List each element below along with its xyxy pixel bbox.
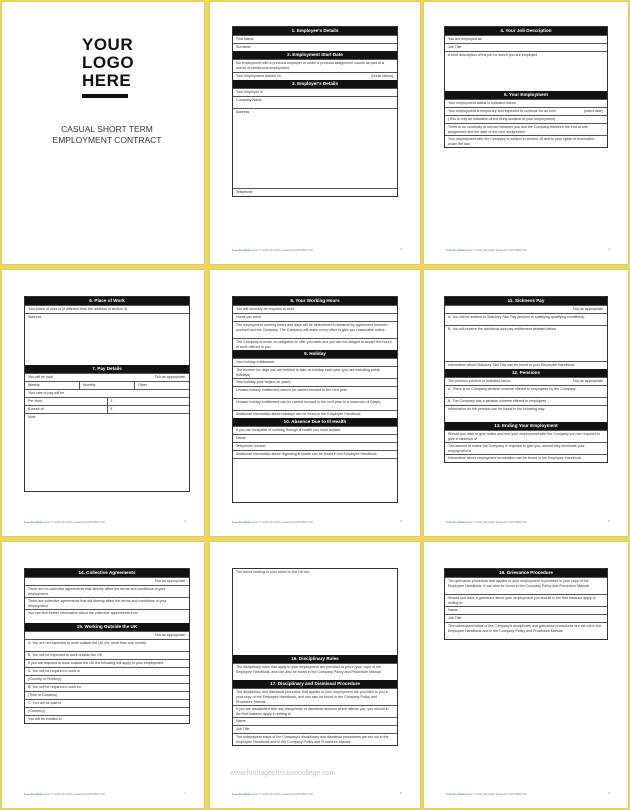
tick-note: Tick as appropriate — [25, 577, 189, 585]
job-title-field[interactable]: Job Title — [233, 725, 397, 733]
start-text: No employment with a previous employer or under a previous assignment counts as part of a period of continuous employment. — [233, 59, 397, 72]
note-field[interactable]: Note — [25, 413, 189, 491]
section15-text: Your employment with the Company is subject to section 15 and to your rights of termination under the law. — [445, 135, 607, 147]
blank-area — [233, 458, 397, 502]
job-title-field[interactable]: Job Title — [445, 614, 607, 622]
logo-line: HERE — [82, 71, 132, 90]
company-name-field[interactable]: Company Name — [233, 96, 397, 108]
name-field[interactable]: Name — [445, 606, 607, 614]
procedure-text: The disciplinary and dismissal procedure that applies to your employment are provided to you in your copy of the Employee Handbook, and can also be found in the Company Policy and Procedure Manual — [233, 688, 397, 705]
employer-field[interactable]: Your employer is — [233, 88, 397, 96]
page-footer: FreeTemplates.com © 2011 All rights reserved (UK/2008.V.0) — [232, 520, 313, 524]
page-number: 5 — [400, 519, 402, 523]
page-footer: FreeTemplates.com © 2011 All rights reserved (UK/2008.V.0) — [24, 792, 105, 796]
holiday-days-field[interactable]: The number for days you are entitled to take as holiday each year (you are including public holidays) — [233, 366, 397, 378]
section-header: 15. Working Outside the UK — [25, 623, 189, 631]
start-date-field[interactable]: Your employment started on (break below) — [233, 72, 397, 80]
first-name-field[interactable]: First Name — [233, 35, 397, 43]
tick-note: Tick as appropriate — [25, 631, 189, 639]
watermark: www.heritagechristiancollege.com — [230, 770, 336, 777]
document-title: CASUAL SHORT TERM EMPLOYMENT CONTRACT — [52, 124, 162, 145]
further-info-field[interactable]: You can find further information about the collective agreements from — [25, 609, 189, 623]
page-footer: FreeTemplates.com © 2011 All rights reserved (UK/2008.V.0) — [232, 792, 313, 796]
per-hour-row[interactable]: Per Hour £ — [25, 397, 189, 405]
page-4 — [2, 270, 204, 536]
page-footer: FreeTemplates.com © 2011 All rights reserved (UK/2008.V.0) — [446, 248, 527, 252]
unused-holiday-option[interactable]: Unused holiday entitlement cannot be carried forward to the next year — [233, 386, 397, 398]
section-header: 4. Your Job Description — [445, 27, 607, 35]
holiday-year-field[interactable]: Your holiday year begins on (date) — [233, 378, 397, 386]
rate-of-pay-text: Your rate of pay will be — [25, 389, 189, 397]
collective-agreements-form — [24, 568, 190, 724]
currency-label: (Currency) — [25, 707, 189, 715]
required-work-field[interactable]: You will normally be required to work — [233, 305, 397, 313]
page-6 — [424, 270, 628, 536]
weekly-option[interactable]: Weekly — [25, 382, 80, 389]
page-number: 3 — [608, 247, 610, 251]
duration-note: (This is only an indication of the likely duration of your employment) — [445, 115, 607, 123]
pension-indicated-row: The pension scheme is indicated below Tick as appropriate — [445, 377, 607, 385]
entitled-field[interactable]: You will be entitled to — [25, 715, 189, 723]
no-pension-option[interactable]: A. There is no Company pension scheme offered to employees by the Company — [445, 385, 607, 397]
termination-info-text: Information about employment termination can be found in the Employee Handbook — [445, 454, 607, 462]
holiday-info-text: Additional information about holidays can be found in the Employee Handbook — [233, 410, 397, 418]
place-text: Your place of work is (if different from the address in section 3) — [25, 305, 189, 313]
page-footer: FreeTemplates.com © 2011 All rights reserved (UK/2008.V.0) — [232, 248, 313, 252]
page-number: 9 — [608, 791, 610, 795]
monthly-option[interactable]: Monthly — [80, 382, 135, 389]
pension-scheme-option[interactable]: B. The Company has a pension scheme offered to employees — [445, 397, 607, 405]
disciplinary-rules-text: The disciplinary rules that apply to your employment are provided to you in your copy of the Employee Handbook, and can also be found in the Company Policy and Procedure Manual — [233, 663, 397, 680]
agreement-option[interactable]: There are collective agreements that will directly affect the terms and conditions of your employment — [25, 597, 189, 609]
page-number: 2 — [400, 247, 402, 251]
job-description-form — [444, 26, 608, 148]
pension-info-field[interactable]: Information on the pension can be found in the following way — [445, 405, 607, 422]
job-brief-field[interactable]: A brief description of the job for which you are employed — [445, 51, 607, 91]
time-label: (Time or Duration) — [25, 691, 189, 699]
page-5 — [210, 270, 420, 536]
contact-telephone-field[interactable]: Telephone number — [233, 442, 397, 450]
paid-per-row: You will be paid Tick as appropriate — [25, 373, 189, 381]
place-of-work-form — [24, 296, 190, 492]
section-header: 11. Sickness Pay — [445, 297, 607, 305]
additional-sick-option[interactable]: B. You will receive the additional sick pay entitlement detailed below — [445, 325, 607, 361]
page-8 — [210, 542, 420, 808]
surname-field[interactable]: Surname — [233, 43, 397, 51]
tick-note: Tick as appropriate — [445, 305, 607, 313]
disciplinary-form — [232, 568, 398, 746]
page-footer: FreeTemplates.com © 2011 All rights reserved (UK/2008.V.0) — [24, 520, 105, 524]
ssp-info-text: Information about Statutory Sick Pay can be found in your Employee Handbook — [445, 361, 607, 369]
name-field[interactable]: Name — [233, 717, 397, 725]
subsequent-text: The subsequent steps of the Company's disciplinary and dismissal procedures are set out in the Employee Handbook and in the Company Policy and Procedure Manual — [233, 733, 397, 745]
work-in-field[interactable]: A. You will be required to work in — [25, 667, 189, 675]
per-week-row[interactable]: A week of £ — [25, 405, 189, 413]
page-footer: FreeTemplates.com © 2011 All rights reserved (UK/2008.V.0) — [446, 792, 527, 796]
ill-health-info-text: Additional information about regarding ill health can be found in the Employee Handbook — [233, 450, 397, 458]
company-notice-field[interactable]: The amount of notice the Company is required to give you, should they terminate your employment is — [445, 442, 607, 454]
paid-in-field[interactable]: C. You will be paid in — [25, 699, 189, 707]
section-header: 6. Place of Work — [25, 297, 189, 305]
page-footer: FreeTemplates.com © 2011 All rights reserved (UK/2008.V.0) — [446, 520, 527, 524]
apply-text: Should you have a grievance about your employment you should in the first instance apply in writing to — [445, 594, 607, 606]
outside-uk-option[interactable]: B. You will be expected to work outside the UK — [25, 651, 189, 659]
grievance-text: The grievance procedure that applies to your employment is provided in your copy of the Employee Handbook. It can also be found in the Company Policy and Procedure Manual — [445, 577, 607, 594]
ssp-option[interactable]: A. You will be entitled to Statutory Sick Pay (subject to satisfying qualifying conditions) — [445, 313, 607, 325]
page-7 — [2, 542, 204, 808]
section-header: 14. Collective Agreements — [25, 569, 189, 577]
grievance-form — [444, 568, 608, 640]
sickness-pay-form — [444, 296, 608, 463]
logo-line: LOGO — [82, 53, 135, 72]
hours-field[interactable]: Hours per week — [233, 313, 397, 321]
status-text: Your employment status is indicated below — [445, 99, 607, 107]
page-3 — [424, 2, 628, 264]
logo-placeholder — [82, 36, 134, 90]
logo-underline — [82, 94, 128, 98]
other-option[interactable]: Other — [138, 383, 147, 387]
section-header: 9. Holiday — [233, 350, 397, 358]
employed-as-field[interactable]: You are employed as — [445, 35, 607, 43]
working-hours-form — [232, 296, 398, 503]
no-agreement-option[interactable]: There are no collective agreements that directly affect the terms and conditions of your employment — [25, 585, 189, 597]
section-header: 7. Pay Details — [25, 365, 189, 373]
page-number: 8 — [400, 791, 402, 795]
page-number: 7 — [184, 791, 186, 795]
section-header: 13. Ending Your Employment — [445, 422, 607, 430]
logo-line: YOUR — [82, 35, 134, 54]
address-field[interactable]: Address — [25, 313, 189, 365]
outside-uk-text: If you are required to work outside the UK the following will apply to your employment — [25, 659, 189, 667]
job-title-field[interactable]: Job Title — [445, 43, 607, 51]
notice-field[interactable]: Should you wish to give notice and end your employment with the Company you are required to give a minimum of — [445, 430, 607, 442]
country-label: (Country or Territory) — [25, 675, 189, 683]
obligation-text: The Company is under no obligation to offer you work and you are not obliged to accept the hours of work offered to you. — [233, 338, 397, 350]
return-terms-field[interactable]: The terms relating to your return to the UK are — [236, 570, 310, 574]
hours-text: The employment working hours and days will be determined in advance by agreement between yourself and the Company. The Company will make every effort to give you reasonable notice. — [233, 321, 397, 338]
ill-health-text: If you are incapable of working through ill health you must contact — [233, 426, 397, 434]
section-header: 12. Pensions — [445, 369, 607, 377]
section-header: 2. Employment Start Date — [233, 51, 397, 59]
telephone-field[interactable]: Telephone — [233, 188, 397, 196]
dissatisfied-text: If you are dissatisfied with any disciplinary or dismissal decision which affects you, you should in the first instance apply in writing to — [233, 705, 397, 717]
section-header: 5. Your Employment — [445, 91, 607, 99]
not-outside-uk-option[interactable]: A. You are not expected to work outside the UK (for more than one month) — [25, 639, 189, 651]
section-header: 8. Your Working Hours — [233, 297, 397, 305]
holiday-entitlement-text: Your holiday entitlement — [233, 358, 397, 366]
section-header: 3. Employer's Details — [233, 80, 397, 88]
section-header: 16. Disciplinary Rules — [233, 655, 397, 663]
page-number: 4 — [184, 519, 186, 523]
section-header: 17. Disciplinary and Dismissal Procedure — [233, 680, 397, 688]
section-header: 10. Absence Due to Ill Health — [233, 418, 397, 426]
employee-details-form — [232, 26, 398, 197]
pay-frequency-row[interactable] — [25, 381, 189, 389]
subsequent-text: The subsequent steps of the Company's disciplinary and grievance procedures are set out in the Employee Handbook and in the Company Policy and Procedure Manual — [445, 622, 607, 639]
temporary-field[interactable]: Your employment is temporary and expected to continue for an until (insert date) — [445, 107, 607, 115]
page-number: 6 — [608, 519, 610, 523]
page-cover — [2, 2, 204, 264]
continuity-text: There is no continuity of service between you and the Company between the end of one assignment and the start of the next assignment. — [445, 123, 607, 135]
work-for-field[interactable]: B. You will be required to work for — [25, 683, 189, 691]
page-9 — [424, 542, 628, 808]
contact-name-field[interactable]: Name — [233, 434, 397, 442]
address-field[interactable]: Address — [233, 108, 397, 188]
section-header: 18. Grievance Procedure — [445, 569, 607, 577]
page-2 — [210, 2, 420, 264]
carry-forward-option[interactable]: Unused holiday entitlement can be carried forward to the next year to a maximum of (days) — [233, 398, 397, 410]
section-header: 1. Employee's Details — [233, 27, 397, 35]
